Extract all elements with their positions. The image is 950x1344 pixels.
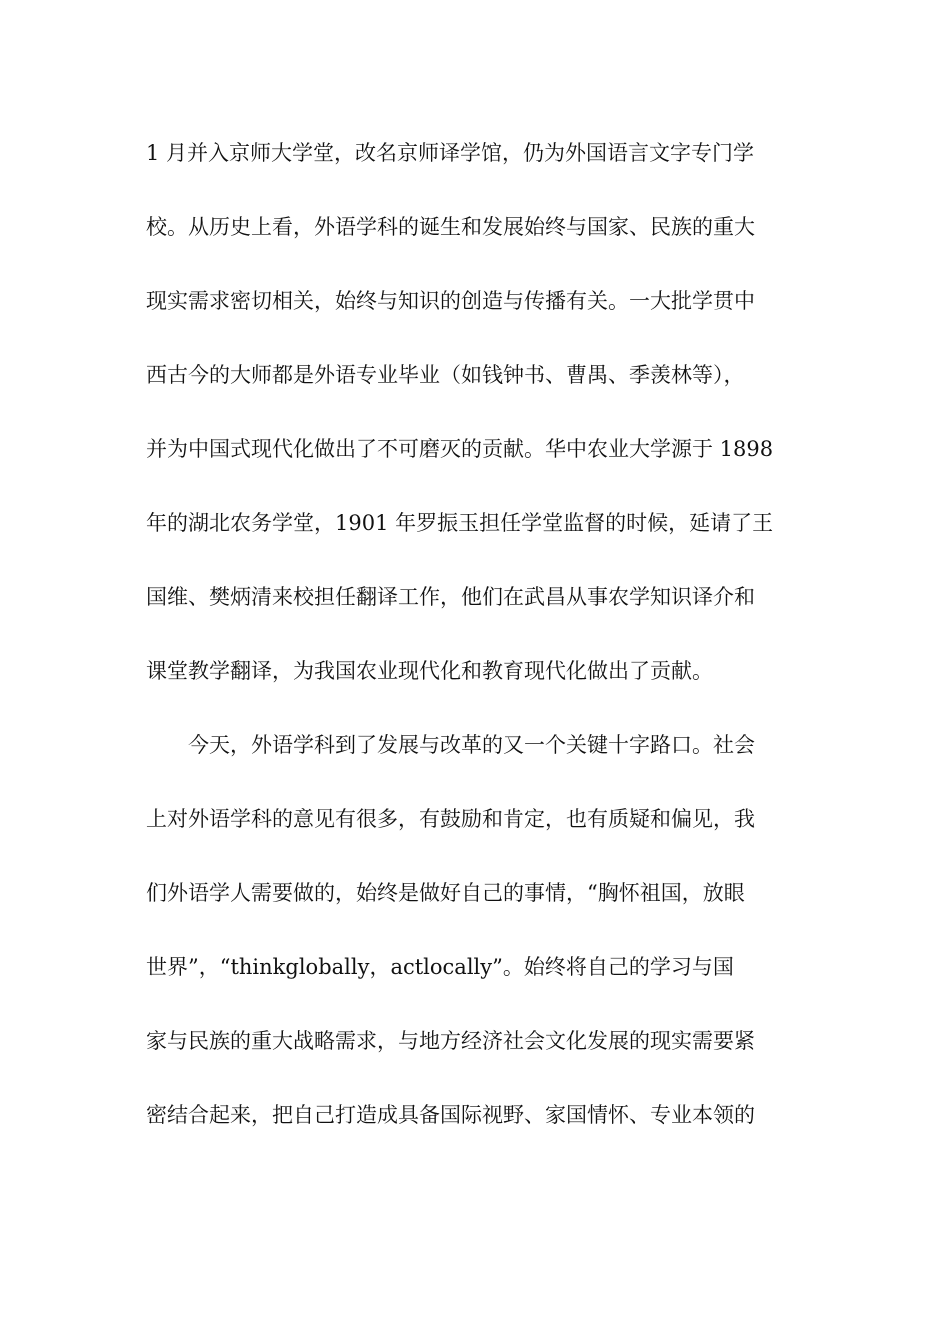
paragraph-line: 西古今的大师都是外语专业毕业（如钱钟书、曹禺、季羡林等）， [146, 363, 745, 387]
paragraph-line: 校。从历史上看，外语学科的诞生和发展始终与国家、民族的重大 [146, 215, 755, 239]
paragraph-line: 年的湖北农务学堂，1901 年罗振玉担任学堂监督的时候，延请了王 [146, 511, 774, 535]
paragraph-line: 们外语学人需要做的，始终是做好自己的事情，“胸怀祖国，放眼 [146, 881, 745, 905]
document-body [146, 133, 816, 1169]
paragraph-line: 现实需求密切相关，始终与知识的创造与传播有关。一大批学贯中 [146, 289, 755, 313]
paragraph-line: 家与民族的重大战略需求，与地方经济社会文化发展的现实需要紧 [146, 1029, 755, 1053]
paragraph-line: 1 月并入京师大学堂，改名京师译学馆，仍为外国语言文字专门学 [146, 141, 755, 165]
paragraph-2 [146, 725, 816, 1169]
paragraph-line: 世界”，“thinkglobally，actlocally”。始终将自己的学习与国 [146, 955, 734, 979]
paragraph-line: 今天，外语学科到了发展与改革的又一个关键十字路口。社会 [188, 733, 755, 757]
paragraph-line: 课堂教学翻译，为我国农业现代化和教育现代化做出了贡献。 [146, 659, 713, 683]
paragraph-line: 密结合起来，把自己打造成具备国际视野、家国情怀、专业本领的 [146, 1103, 755, 1127]
paragraph-line: 并为中国式现代化做出了不可磨灭的贡献。华中农业大学源于 1898 [146, 437, 774, 461]
paragraph-line: 国维、樊炳清来校担任翻译工作，他们在武昌从事农学知识译介和 [146, 585, 755, 609]
paragraph-line: 上对外语学科的意见有很多，有鼓励和肯定，也有质疑和偏见，我 [146, 807, 755, 831]
paragraph-1 [146, 133, 816, 725]
